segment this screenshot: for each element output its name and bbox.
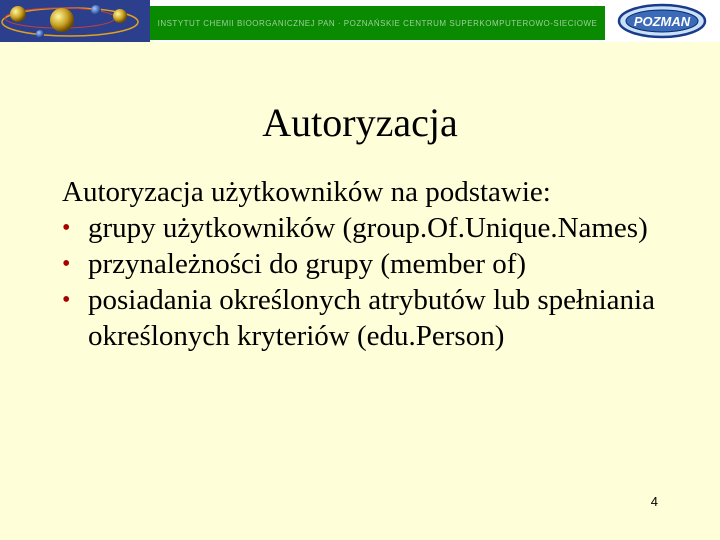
slide-header	[0, 0, 720, 42]
page-number: 4	[650, 494, 658, 509]
bullet-marker: •	[62, 215, 71, 241]
list-item	[62, 210, 702, 246]
bullet-text: posiadania określonych atrybutów lub spełniania określonych kryteriów (edu.Person)	[88, 284, 655, 352]
pozman-logo-icon	[615, 2, 715, 40]
slide-body	[62, 174, 702, 354]
bullet-marker: •	[62, 251, 71, 277]
logo-text: POZMAN	[633, 14, 691, 29]
bullet-text: przynależności do grupy (member of)	[88, 248, 527, 280]
slide-title: Autoryzacja	[262, 100, 458, 145]
header-banner-text: INSTYTUT CHEMII BIOORGANICZNEJ PAN · POZNAŃSKIE CENTRUM SUPERKOMPUTEROWO-SIECIOWE	[157, 18, 598, 28]
orbiting-spheres-icon	[0, 0, 150, 42]
header-banner	[150, 6, 605, 40]
intro-text: Autoryzacja użytkowników na podstawie:	[62, 176, 551, 208]
bullet-marker: •	[62, 287, 71, 313]
bullet-list	[62, 210, 702, 354]
list-item	[62, 246, 702, 282]
list-item	[62, 282, 702, 354]
bullet-text: grupy użytkowników (group.Of.Unique.Names)	[88, 212, 648, 244]
